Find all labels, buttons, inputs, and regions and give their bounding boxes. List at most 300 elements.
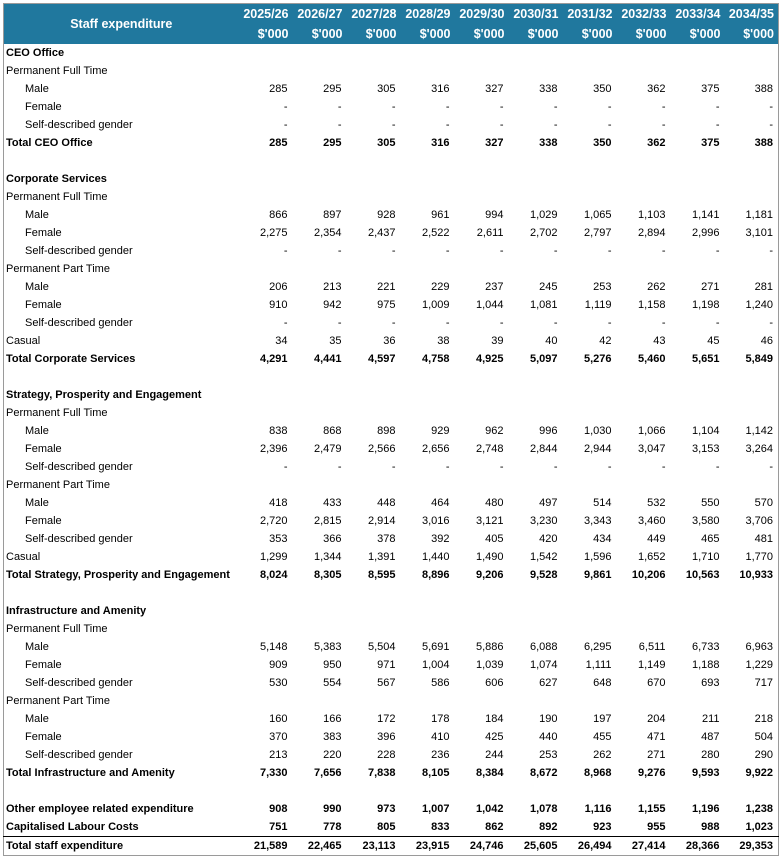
value-cell: 1,065 <box>583 209 612 221</box>
value-cell: - <box>445 461 450 473</box>
value-cell: 988 <box>701 821 720 833</box>
value-cell: 3,230 <box>529 515 558 527</box>
value-cell: - <box>499 119 504 131</box>
value-cell: 327 <box>485 137 504 149</box>
value-cell <box>725 584 779 602</box>
value-cell: 440 <box>539 731 558 743</box>
value-cell: 1,039 <box>475 659 504 671</box>
value-cell: 40 <box>545 335 558 347</box>
value-cell: 4,758 <box>421 353 450 365</box>
value-cell: 2,894 <box>637 227 666 239</box>
value-cell: 8,105 <box>421 767 450 779</box>
value-cell: 285 <box>269 83 288 95</box>
value-cell: - <box>337 101 342 113</box>
value-cell: 2,566 <box>367 443 396 455</box>
value-cell: 950 <box>323 659 342 671</box>
row-label: Total Infrastructure and Amenity <box>6 767 175 779</box>
value-cell <box>725 782 779 800</box>
value-cell <box>617 152 671 170</box>
value-cell <box>455 62 509 80</box>
value-cell: 1,596 <box>583 551 612 563</box>
value-cell <box>239 620 293 638</box>
value-cell <box>239 386 293 404</box>
value-cell: 2,396 <box>259 443 288 455</box>
line-item-row <box>4 242 779 260</box>
value-cell <box>347 782 401 800</box>
value-cell <box>239 782 293 800</box>
value-cell <box>455 404 509 422</box>
value-cell: - <box>391 101 396 113</box>
year-header: 2026/27 <box>293 4 347 25</box>
value-cell <box>347 476 401 494</box>
unit-header: $'000 <box>563 24 617 44</box>
value-cell <box>293 620 347 638</box>
value-cell: 34 <box>275 335 288 347</box>
category-row <box>4 692 779 710</box>
value-cell: 990 <box>323 803 342 815</box>
value-cell: 693 <box>701 677 720 689</box>
value-cell: 1,229 <box>745 659 773 671</box>
value-cell <box>671 368 725 386</box>
value-cell: 1,009 <box>421 299 450 311</box>
value-cell: 5,651 <box>691 353 720 365</box>
staff-expenditure-table <box>3 3 779 856</box>
value-cell: - <box>445 245 450 257</box>
value-cell: 204 <box>647 713 666 725</box>
value-cell: 190 <box>539 713 558 725</box>
value-cell: 5,383 <box>313 641 342 653</box>
row-label: Self-described gender <box>25 533 133 545</box>
row-label <box>4 782 239 800</box>
value-cell: 586 <box>431 677 450 689</box>
value-cell <box>347 602 401 620</box>
value-cell <box>293 62 347 80</box>
value-cell: - <box>283 101 288 113</box>
line-item-row <box>4 422 779 440</box>
line-item-row <box>4 440 779 458</box>
total-row <box>4 818 779 837</box>
value-cell: - <box>337 119 342 131</box>
value-cell: 838 <box>269 425 288 437</box>
value-cell: 206 <box>269 281 288 293</box>
value-cell: 2,944 <box>583 443 612 455</box>
value-cell: 9,861 <box>583 569 612 581</box>
value-cell <box>347 620 401 638</box>
line-item-row <box>4 638 779 656</box>
value-cell <box>347 386 401 404</box>
value-cell: 606 <box>485 677 504 689</box>
value-cell: 892 <box>539 821 558 833</box>
value-cell <box>617 368 671 386</box>
value-cell: - <box>661 119 666 131</box>
unit-header: $'000 <box>347 24 401 44</box>
value-cell: 280 <box>701 749 720 761</box>
value-cell: 24,746 <box>455 837 509 856</box>
value-cell <box>617 188 671 206</box>
value-cell: 8,968 <box>583 767 612 779</box>
value-cell: 2,702 <box>529 227 558 239</box>
value-cell: 994 <box>485 209 504 221</box>
value-cell: 2,354 <box>313 227 342 239</box>
value-cell <box>725 62 779 80</box>
value-cell: - <box>499 317 504 329</box>
value-cell: 338 <box>539 83 558 95</box>
value-cell <box>239 44 293 62</box>
year-header: 2031/32 <box>563 4 617 25</box>
value-cell <box>671 602 725 620</box>
value-cell: 471 <box>647 731 666 743</box>
value-cell <box>563 620 617 638</box>
value-cell: 316 <box>431 137 450 149</box>
value-cell: 962 <box>485 425 504 437</box>
value-cell: 1,103 <box>637 209 666 221</box>
value-cell <box>455 170 509 188</box>
value-cell: - <box>607 245 612 257</box>
value-cell: - <box>553 461 558 473</box>
value-cell: - <box>283 317 288 329</box>
value-cell: 910 <box>269 299 288 311</box>
category-row <box>4 260 779 278</box>
value-cell: 2,996 <box>691 227 720 239</box>
value-cell <box>455 620 509 638</box>
value-cell: 1,238 <box>745 803 773 815</box>
value-cell <box>617 170 671 188</box>
value-cell: 8,024 <box>259 569 288 581</box>
value-cell: 3,264 <box>745 443 773 455</box>
row-label: Permanent Full Time <box>6 623 108 635</box>
value-cell: - <box>337 461 342 473</box>
unit-header: $'000 <box>239 24 293 44</box>
value-cell: 1,042 <box>475 803 504 815</box>
value-cell: 43 <box>653 335 666 347</box>
value-cell: 3,343 <box>583 515 612 527</box>
row-label: Self-described gender <box>25 317 133 329</box>
row-label: Total staff expenditure <box>4 837 239 856</box>
value-cell <box>455 602 509 620</box>
value-cell: 465 <box>701 533 720 545</box>
value-cell: - <box>715 119 720 131</box>
value-cell: 480 <box>485 497 504 509</box>
row-label: Female <box>25 227 62 239</box>
section-heading-row <box>4 602 779 620</box>
value-cell: 1,066 <box>637 425 666 437</box>
value-cell: 405 <box>485 533 504 545</box>
row-label: Female <box>25 731 62 743</box>
value-cell <box>617 584 671 602</box>
value-cell: 228 <box>377 749 396 761</box>
value-cell: 271 <box>701 281 720 293</box>
value-cell <box>671 170 725 188</box>
value-cell: 1,299 <box>259 551 288 563</box>
value-cell <box>509 260 563 278</box>
row-label: Male <box>25 209 49 221</box>
value-cell: 975 <box>377 299 396 311</box>
value-cell: 378 <box>377 533 396 545</box>
unit-header: $'000 <box>455 24 509 44</box>
value-cell <box>725 386 779 404</box>
row-label: Total Corporate Services <box>6 353 136 365</box>
value-cell: 244 <box>485 749 504 761</box>
row-label: Permanent Part Time <box>6 479 110 491</box>
value-cell: 514 <box>593 497 612 509</box>
value-cell <box>401 152 455 170</box>
value-cell: - <box>445 101 450 113</box>
row-label: Male <box>25 713 49 725</box>
value-cell: 1,188 <box>691 659 720 671</box>
value-cell <box>239 476 293 494</box>
value-cell: 5,886 <box>475 641 504 653</box>
value-cell: - <box>553 317 558 329</box>
value-cell <box>239 152 293 170</box>
value-cell: - <box>715 101 720 113</box>
value-cell <box>509 62 563 80</box>
value-cell <box>455 260 509 278</box>
value-cell <box>401 476 455 494</box>
value-cell <box>293 602 347 620</box>
value-cell <box>347 692 401 710</box>
value-cell: - <box>391 245 396 257</box>
value-cell <box>725 692 779 710</box>
value-cell: - <box>715 245 720 257</box>
value-cell: - <box>661 461 666 473</box>
value-cell <box>401 584 455 602</box>
section-heading-row <box>4 44 779 62</box>
value-cell <box>509 782 563 800</box>
value-cell: 5,276 <box>583 353 612 365</box>
value-cell <box>455 368 509 386</box>
value-cell: - <box>337 317 342 329</box>
value-cell <box>671 404 725 422</box>
value-cell: 530 <box>269 677 288 689</box>
value-cell: 1,119 <box>584 299 612 311</box>
value-cell: 1,652 <box>637 551 666 563</box>
value-cell <box>563 368 617 386</box>
line-item-row <box>4 98 779 116</box>
value-cell: - <box>769 317 773 329</box>
row-label <box>4 152 239 170</box>
value-cell <box>563 584 617 602</box>
value-cell: 897 <box>323 209 342 221</box>
value-cell <box>347 260 401 278</box>
value-cell: 554 <box>323 677 342 689</box>
value-cell <box>401 782 455 800</box>
value-cell: 2,522 <box>421 227 450 239</box>
value-cell: 25,605 <box>509 837 563 856</box>
value-cell: 1,196 <box>691 803 720 815</box>
table-body <box>4 44 779 856</box>
value-cell: 5,097 <box>529 353 558 365</box>
value-cell: 866 <box>269 209 288 221</box>
value-cell: 497 <box>539 497 558 509</box>
value-cell: 2,656 <box>421 443 450 455</box>
value-cell <box>293 260 347 278</box>
value-cell <box>347 404 401 422</box>
value-cell: 778 <box>323 821 342 833</box>
value-cell <box>671 476 725 494</box>
value-cell <box>239 170 293 188</box>
value-cell: - <box>607 119 612 131</box>
row-label: Total CEO Office <box>6 137 93 149</box>
value-cell: 487 <box>701 731 720 743</box>
line-item-row <box>4 728 779 746</box>
category-row <box>4 62 779 80</box>
value-cell: 868 <box>323 425 342 437</box>
row-label: Permanent Part Time <box>6 695 110 707</box>
value-cell: 909 <box>269 659 288 671</box>
value-cell <box>293 584 347 602</box>
value-cell: 2,611 <box>476 227 504 239</box>
row-label: Permanent Part Time <box>6 263 110 275</box>
value-cell <box>293 368 347 386</box>
value-cell: 971 <box>377 659 396 671</box>
value-cell: 923 <box>593 821 612 833</box>
value-cell <box>509 404 563 422</box>
value-cell: 410 <box>431 731 450 743</box>
value-cell: 218 <box>754 713 773 725</box>
value-cell: - <box>499 245 504 257</box>
value-cell: 166 <box>323 713 342 725</box>
value-cell: 1,044 <box>475 299 504 311</box>
row-label: Permanent Full Time <box>6 191 108 203</box>
value-cell: 285 <box>269 137 288 149</box>
row-label: Female <box>25 443 62 455</box>
line-item-row <box>4 710 779 728</box>
row-label: Male <box>25 83 49 95</box>
row-label: Total Strategy, Prosperity and Engagement <box>6 569 230 581</box>
value-cell: 213 <box>323 281 342 293</box>
value-cell: 434 <box>593 533 612 545</box>
row-label: Other employee related expenditure <box>6 803 194 815</box>
value-cell <box>455 692 509 710</box>
value-cell: 295 <box>323 137 342 149</box>
value-cell: 221 <box>377 281 396 293</box>
value-cell: 1,542 <box>529 551 558 563</box>
value-cell: 648 <box>593 677 612 689</box>
value-cell: 6,295 <box>583 641 612 653</box>
year-header: 2029/30 <box>455 4 509 25</box>
value-cell <box>455 152 509 170</box>
value-cell: 366 <box>323 533 342 545</box>
unit-header: $'000 <box>617 24 671 44</box>
value-cell <box>671 620 725 638</box>
value-cell: 262 <box>593 749 612 761</box>
value-cell: - <box>661 317 666 329</box>
value-cell: 237 <box>485 281 504 293</box>
value-cell: - <box>391 119 396 131</box>
value-cell <box>563 692 617 710</box>
value-cell: 362 <box>647 137 666 149</box>
value-cell <box>617 44 671 62</box>
value-cell <box>509 44 563 62</box>
value-cell <box>293 152 347 170</box>
value-cell <box>671 152 725 170</box>
value-cell: 7,838 <box>367 767 396 779</box>
value-cell: - <box>553 101 558 113</box>
value-cell: 253 <box>593 281 612 293</box>
value-cell <box>563 602 617 620</box>
value-cell <box>509 188 563 206</box>
table-title: Staff expenditure <box>4 4 239 45</box>
value-cell <box>725 44 779 62</box>
value-cell: - <box>283 119 288 131</box>
value-cell <box>617 260 671 278</box>
value-cell: - <box>769 119 773 131</box>
row-label: Male <box>25 497 49 509</box>
value-cell: 23,113 <box>347 837 401 856</box>
value-cell: 8,305 <box>313 569 342 581</box>
value-cell: 670 <box>647 677 666 689</box>
value-cell: 908 <box>269 803 288 815</box>
unit-header: $'000 <box>509 24 563 44</box>
value-cell <box>563 170 617 188</box>
value-cell: 1,158 <box>637 299 666 311</box>
value-cell: - <box>715 317 720 329</box>
value-cell <box>347 152 401 170</box>
value-cell: 2,914 <box>367 515 396 527</box>
value-cell <box>401 368 455 386</box>
value-cell: 184 <box>485 713 504 725</box>
value-cell <box>563 260 617 278</box>
category-row <box>4 188 779 206</box>
staff-expenditure-sheet <box>3 3 779 855</box>
value-cell <box>563 476 617 494</box>
row-label: Male <box>25 425 49 437</box>
value-cell: 448 <box>377 497 396 509</box>
value-cell: 1,141 <box>691 209 720 221</box>
value-cell <box>725 170 779 188</box>
value-cell: 2,437 <box>367 227 396 239</box>
value-cell: 178 <box>431 713 450 725</box>
value-cell: - <box>445 317 450 329</box>
value-cell: 1,142 <box>745 425 773 437</box>
value-cell <box>455 188 509 206</box>
value-cell: - <box>499 101 504 113</box>
value-cell: 213 <box>269 749 288 761</box>
value-cell: 464 <box>431 497 450 509</box>
value-cell <box>347 44 401 62</box>
value-cell <box>239 584 293 602</box>
value-cell: 39 <box>491 335 504 347</box>
value-cell: 455 <box>593 731 612 743</box>
total-row <box>4 566 779 584</box>
value-cell: 253 <box>539 749 558 761</box>
value-cell: 4,291 <box>259 353 288 365</box>
row-label <box>4 584 239 602</box>
value-cell <box>239 602 293 620</box>
value-cell: 338 <box>539 137 558 149</box>
value-cell <box>617 602 671 620</box>
value-cell: 5,460 <box>637 353 666 365</box>
value-cell: 1,710 <box>691 551 720 563</box>
value-cell: - <box>769 101 773 113</box>
value-cell: 245 <box>539 281 558 293</box>
value-cell <box>455 44 509 62</box>
value-cell: 8,595 <box>367 569 396 581</box>
row-label: Infrastructure and Amenity <box>6 605 147 617</box>
row-label: Female <box>25 299 62 311</box>
line-item-row <box>4 746 779 764</box>
value-cell: 1,111 <box>585 659 612 671</box>
row-label: Self-described gender <box>25 749 133 761</box>
row-label: Female <box>25 515 62 527</box>
value-cell: - <box>607 461 612 473</box>
line-item-row <box>4 206 779 224</box>
value-cell <box>293 404 347 422</box>
value-cell: 160 <box>269 713 288 725</box>
value-cell: 236 <box>431 749 450 761</box>
row-label: Permanent Full Time <box>6 407 108 419</box>
value-cell: 370 <box>269 731 288 743</box>
